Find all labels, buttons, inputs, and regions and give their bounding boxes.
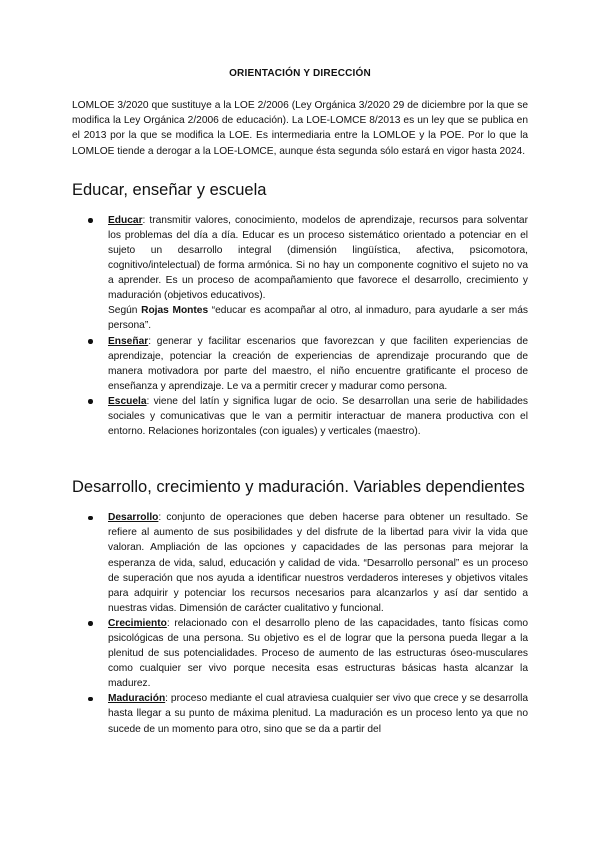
bullet-list-educar — [72, 213, 528, 439]
term-desarrollo: Desarrollo — [108, 512, 159, 524]
list-item-educar — [72, 213, 528, 334]
list-item-escuela — [72, 394, 528, 439]
bullet-icon — [88, 621, 93, 626]
bullet-icon — [88, 339, 93, 344]
definition-desarrollo: : conjunto de operaciones que deben hacerse para obtener un resultado. Se refiere al aumento de sus posibilidades y del disfrute de la libertad para vivir la vida que valoran. Ampliación de las opciones y capacidades de las personas para mejorar la esperanza de vida, salud, educación y calidad de vida. “Desarrollo personal” es un proceso de superación que nos ayuda a identificar nuestros verdaderos intereses y objetivos vitales para adquirir y potenciar los recursos necesarios para alcanzarlos y así dar sentido a nuestras vidas. Dimensión de carácter cualitativo y funcional. — [108, 512, 528, 614]
term-crecimiento: Crecimiento — [108, 617, 167, 629]
term-ensenar: Enseñar — [108, 335, 149, 347]
definition-escuela: : viene del latín y significa lugar de ocio. Se desarrollan una serie de habilidades sociales y comunicativas que le van a permitir interactuar de manera productiva con el entorno. Relaciones horizontales (con iguales) y verticales (maestro). — [108, 395, 528, 438]
document-page — [72, 68, 528, 737]
section-heading-desarrollo: Desarrollo, crecimiento y maduración. Variables dependientes — [72, 478, 525, 497]
quote-author: Rojas Montes — [141, 305, 209, 317]
quote-text: “educar es acompañar al otro, al inmaduro, para ayudarle a ser más persona”. — [108, 305, 528, 332]
quote-prefix: Según — [108, 305, 142, 317]
list-item-desarrollo — [72, 510, 528, 616]
definition-crecimiento: : relacionado con el desarrollo pleno de las capacidades, tanto físicas como psicológicas de una persona. Su objetivo es el de lograr que la persona pueda llegar a la plenitud de sus potencialidades. Proceso de aumento de las estructuras óseo-musculares como cualquier ser vivo porque necesita esas estructuras básicas hasta alcanzar la madurez. — [108, 617, 528, 690]
bullet-icon — [88, 516, 93, 521]
definition-ensenar: : generar y facilitar escenarios que favorezcan y que faciliten experiencias de aprendizaje, potenciar la creación de experiencias de aprendizaje procurando que de manera motivadora por parte del maestro, el niño encuentre gratificante el proceso de enseñanza y aprendizaje. Le va a permitir crecer y madurar como persona. — [108, 335, 528, 392]
definition-maduracion: : proceso mediante el cual atraviesa cualquier ser vivo que crece y se desarrolla hasta llegar a su punto de máxima plenitud. La maduración es un proceso lento ya que no sucede de un momento para otro, sino que se da a partir del — [108, 693, 528, 735]
list-item-maduracion — [72, 691, 528, 736]
list-item-crecimiento — [72, 616, 528, 691]
section-heading-educar: Educar, enseñar y escuela — [72, 180, 267, 199]
term-escuela: Escuela — [108, 395, 147, 407]
bullet-icon — [88, 218, 93, 223]
intro-paragraph: LOMLOE 3/2020 que sustituye a la LOE 2/2006 (Ley Orgánica 3/2020 29 de diciembre por la que se modifica la Ley Orgánica 2/2006 de educación). La LOE-LOMCE 8/2013 es un ley que se publica en el 2013 por la que se modifica la LOE. Es intermediaria entre la LOMLOE y la POE. Por lo que la LOMLOE tiende a derogar a la LOE-LOMCE, aunque ésta segunda sólo estará en vigor hasta 2024. — [72, 100, 528, 157]
definition-educar: : transmitir valores, conocimiento, modelos de aprendizaje, recursos para solventar los problemas del día a día. Educar es un proceso sistemático orientado a potenciar en el sujeto un desarrollo integral (dimensión lingüística, afectiva, psicomotora, cognitivo/intelectual) de forma armónica. Si no hay un componente cognitivo el sujeto no va a aprender. Es un proceso de acompañamiento que favorece el desarrollo, crecimiento y maduración (objetivos educativos). — [108, 214, 528, 302]
bullet-icon — [88, 399, 93, 404]
list-item-ensenar — [72, 334, 528, 394]
document-title: ORIENTACIÓN Y DIRECCIÓN — [229, 68, 371, 79]
bullet-icon — [88, 697, 93, 702]
term-maduracion: Maduración — [108, 693, 166, 705]
term-educar: Educar — [108, 214, 143, 226]
bullet-list-desarrollo — [72, 510, 528, 736]
